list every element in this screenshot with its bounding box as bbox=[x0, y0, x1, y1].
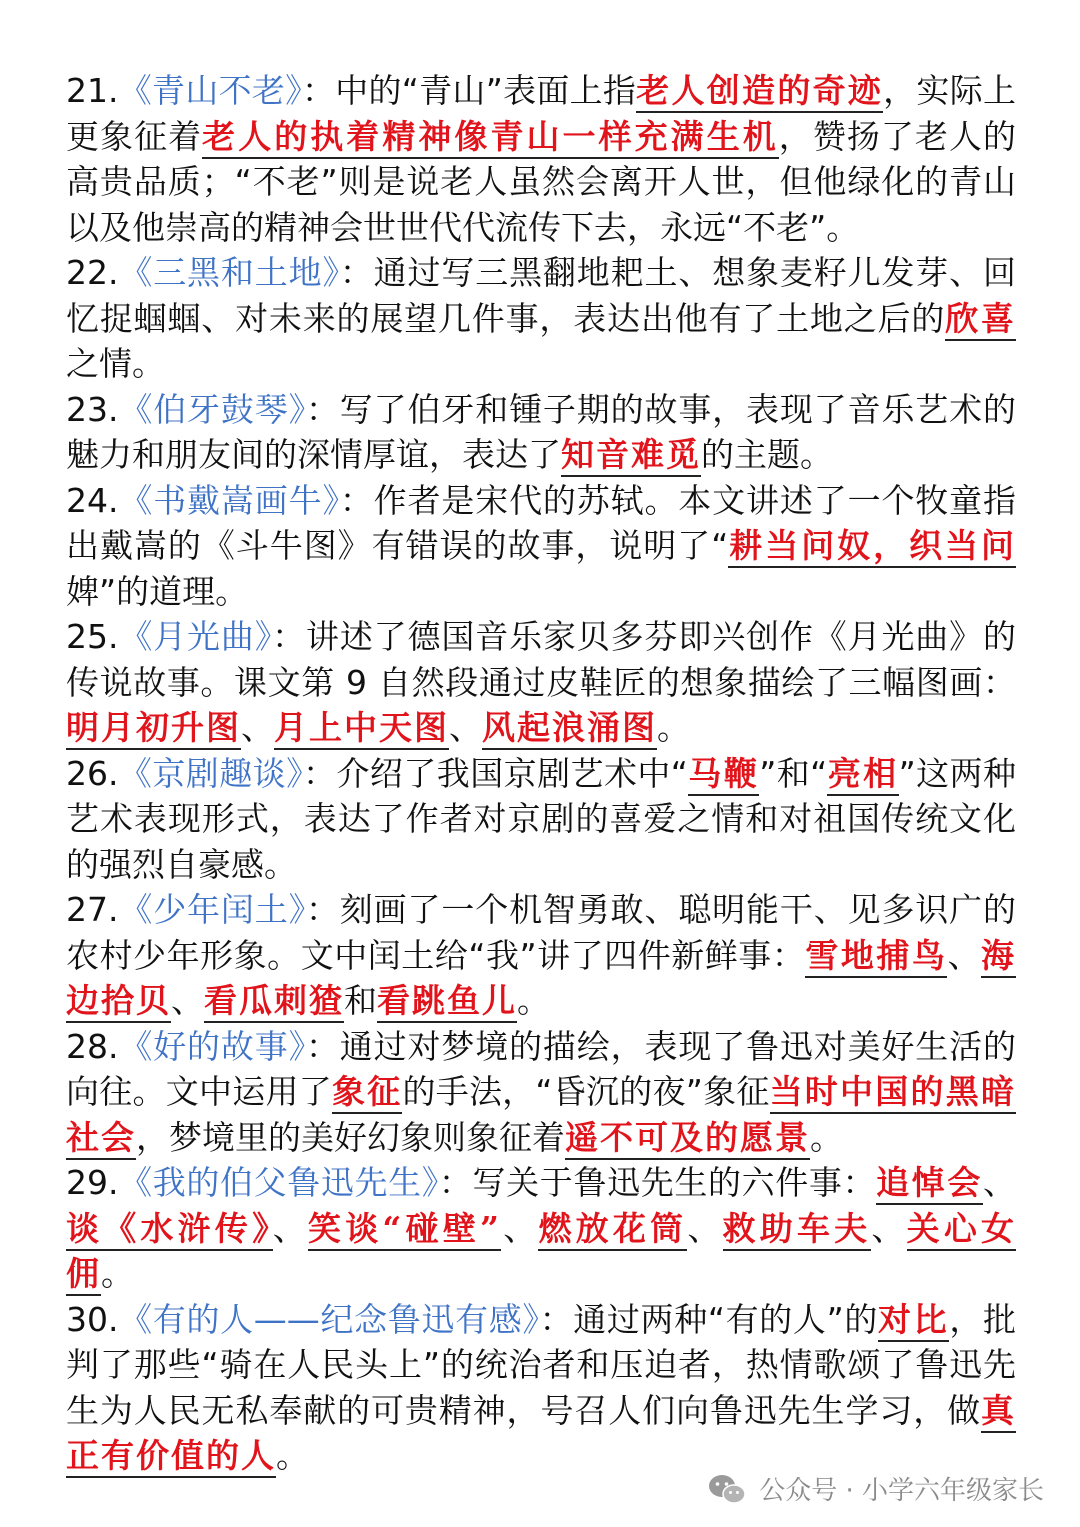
note-entry bbox=[66, 68, 1016, 250]
entry-text: 、 bbox=[171, 981, 204, 1020]
entry-text: ，赞扬了老人的高贵品质；“不老”则是说老人虽然会离开人世，但他绿化的青山以及他崇高的精神会世世代代流传下去，永远“不老”。 bbox=[66, 116, 1017, 247]
entry-text: 。 bbox=[276, 1436, 309, 1475]
entry-text: ：写关于鲁迅先生的六件事： bbox=[438, 1163, 877, 1202]
entry-text: 。 bbox=[810, 1117, 843, 1157]
entry-number: 23. bbox=[66, 389, 119, 429]
answer-text: 谈《水浒传》 bbox=[66, 1209, 273, 1251]
answer-text: 马鞭 bbox=[688, 754, 759, 796]
answer-text: 月上中天图 bbox=[274, 708, 449, 750]
notes-page bbox=[66, 68, 1016, 1479]
answer-text: 雪地捕鸟 bbox=[805, 936, 947, 978]
answer-text: 老人的执着精神像青山一样充满生机 bbox=[202, 117, 779, 159]
note-entry bbox=[66, 387, 1016, 478]
note-entry bbox=[66, 751, 1016, 888]
note-entry bbox=[66, 1297, 1016, 1479]
answer-text: 遥不可及的愿景 bbox=[565, 1118, 810, 1160]
answer-text: 救助车夫 bbox=[723, 1209, 872, 1251]
entry-text: 的主题。 bbox=[701, 435, 833, 474]
answer-text: 亮相 bbox=[827, 754, 898, 796]
entry-text: ，批判了那些“骑在人民头上”的统治者和压迫者，热情歌颂了鲁迅先生为人民无私奉献的可贵精神，号召人们向鲁迅先生学习，做 bbox=[66, 1299, 1017, 1430]
entry-text: ”这两种艺术表现形式，表达了作者对京剧的喜爱之情和对祖国传统文化的强烈自豪感。 bbox=[66, 753, 1016, 884]
note-entry bbox=[66, 614, 1016, 751]
note-entry bbox=[66, 887, 1016, 1024]
entry-text: ”和“ bbox=[759, 753, 828, 793]
entry-number: 30. bbox=[66, 1299, 119, 1339]
entry-text: ，实际上更象征着 bbox=[66, 71, 1016, 156]
entry-text: 、 bbox=[947, 935, 982, 975]
entry-number: 29. bbox=[66, 1163, 119, 1202]
answer-text: 老人创造的奇迹 bbox=[636, 71, 883, 113]
answer-text: 象征 bbox=[332, 1072, 403, 1114]
entry-text: ：通过两种“有的人”的 bbox=[539, 1299, 879, 1339]
entry-text: ：讲述了德国音乐家贝多芬即兴创作《月光曲》的传说故事。课文第 9 自然段通过皮鞋匠的想象描绘了三幅图画： bbox=[66, 617, 1017, 702]
answer-text: 当时中国的黑暗社会 bbox=[66, 1072, 1016, 1160]
answer-text: 燃放花筒 bbox=[538, 1209, 687, 1251]
answer-text: 真正有价值的人 bbox=[66, 1391, 1016, 1479]
answer-text: 关心女佣 bbox=[66, 1209, 1016, 1297]
answer-text: 明月初升图 bbox=[66, 708, 241, 750]
note-entry bbox=[66, 478, 1016, 615]
entry-text: 婢”的道理。 bbox=[66, 571, 249, 611]
answer-text: 笑谈“碰壁” bbox=[308, 1209, 501, 1251]
lesson-title: 《三黑和土地》 bbox=[118, 253, 340, 292]
note-entry bbox=[66, 1024, 1016, 1161]
answer-text: 耕当问奴，织当问 bbox=[728, 526, 1016, 568]
answer-text: 对比 bbox=[878, 1300, 949, 1342]
entry-text: ：通过对梦境的描绘，表现了鲁迅对美好生活的向往。文中运用了 bbox=[66, 1026, 1017, 1111]
entry-number: 26. bbox=[66, 753, 119, 793]
entry-text: ：写了伯牙和锺子期的故事，表现了音乐艺术的魅力和朋友间的深情厚谊，表达了 bbox=[66, 389, 1017, 474]
wechat-icon bbox=[707, 1473, 747, 1505]
entry-text: 的手法，“昏沉的夜”象征 bbox=[402, 1072, 770, 1111]
entry-text: 、 bbox=[241, 708, 274, 747]
entry-text: ，梦境里的美好幻象则象征着 bbox=[136, 1117, 565, 1157]
answer-text: 海边拾贝 bbox=[66, 936, 1016, 1024]
entry-text: 和 bbox=[344, 981, 377, 1020]
watermark bbox=[707, 1470, 1044, 1507]
entry-text: ：中的“青山”表面上指 bbox=[301, 71, 637, 110]
entry-number: 21. bbox=[66, 71, 119, 110]
entry-text: 、 bbox=[871, 1208, 907, 1248]
entry-number: 28. bbox=[66, 1026, 119, 1066]
entry-text: 、 bbox=[501, 1208, 539, 1248]
lesson-title: 《有的人——纪念鲁迅有感》 bbox=[118, 1299, 540, 1339]
lesson-title: 《我的伯父鲁迅先生》 bbox=[118, 1163, 439, 1202]
watermark-text: 公众号 · 小学六年级家长 bbox=[759, 1476, 1044, 1506]
note-entry bbox=[66, 1160, 1016, 1297]
entry-number: 25. bbox=[66, 617, 119, 656]
answer-text: 风起浪涌图 bbox=[482, 708, 657, 750]
entry-text: 。 bbox=[517, 981, 550, 1020]
answer-text: 追悼会 bbox=[876, 1163, 983, 1205]
entry-text: ：介绍了我国京剧艺术中“ bbox=[303, 753, 688, 793]
lesson-title: 《青山不老》 bbox=[118, 71, 302, 110]
lesson-title: 《月光曲》 bbox=[118, 617, 273, 656]
entry-text: ：作者是宋代的苏轼。本文讲述了一个牧童指出戴嵩的《斗牛图》有错误的故事，说明了“ bbox=[66, 480, 1017, 565]
entry-number: 24. bbox=[66, 480, 119, 520]
entry-number: 27. bbox=[66, 890, 119, 929]
entry-text: 之情。 bbox=[66, 344, 165, 383]
entry-text: ：刻画了一个机智勇敢、聪明能干、见多识广的农村少年形象。文中闰土给“我”讲了四件新鲜事： bbox=[66, 890, 1017, 975]
entry-text: 、 bbox=[687, 1208, 723, 1248]
answer-text: 看瓜刺猹 bbox=[204, 981, 344, 1023]
entry-text: ：通过写三黑翻地耙土、想象麦籽儿发芽、回忆捉蝈蝈、对未来的展望几件事，表达出他有了土地之后的 bbox=[66, 253, 1017, 338]
entry-text: 。 bbox=[101, 1254, 134, 1293]
lesson-title: 《伯牙鼓琴》 bbox=[118, 389, 306, 429]
entry-number: 22. bbox=[66, 253, 119, 292]
note-entry bbox=[66, 250, 1016, 387]
answer-text: 知音难觅 bbox=[561, 435, 701, 477]
lesson-title: 《少年闰土》 bbox=[118, 890, 306, 929]
answer-text: 欣喜 bbox=[945, 299, 1016, 341]
lesson-title: 《好的故事》 bbox=[118, 1026, 306, 1066]
entry-text: 、 bbox=[449, 708, 482, 747]
lesson-title: 《京剧趣谈》 bbox=[118, 753, 304, 793]
entry-text: 。 bbox=[657, 708, 690, 747]
lesson-title: 《书戴嵩画牛》 bbox=[118, 480, 340, 520]
entry-text: 、 bbox=[272, 1208, 308, 1248]
entry-text: 、 bbox=[983, 1163, 1017, 1202]
answer-text: 看跳鱼儿 bbox=[377, 981, 517, 1023]
